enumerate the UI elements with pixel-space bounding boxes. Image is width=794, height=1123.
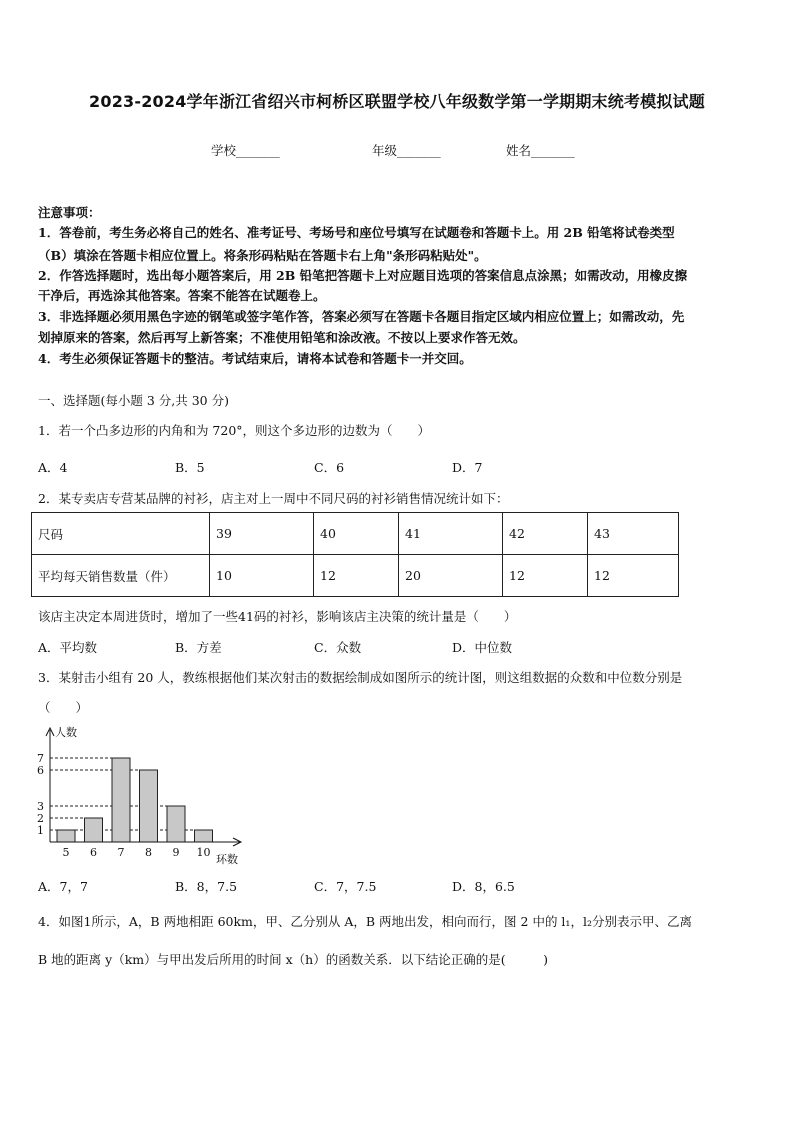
- y-tick-label: 3: [37, 800, 44, 813]
- q3-option-a: A．7，7: [38, 879, 88, 894]
- x-tick-label: 10: [196, 846, 211, 859]
- note-line: 1．答卷前，考生务必将自己的姓名、准考证号、考场号和座位号填写在试题卷和答题卡上。用 2B 铅笔将试卷类型: [38, 225, 675, 240]
- table-cell: 12: [314, 555, 399, 597]
- q1-stem: 1．若一个凸多边形的内角和为 720°，则这个多边形的边数为（ ）: [38, 423, 431, 438]
- y-tick-label: 6: [37, 764, 44, 777]
- table-cell: 43: [588, 513, 679, 555]
- y-tick-label: 2: [37, 812, 44, 825]
- q2-stem: 2．某专卖店专营某品牌的衬衫，店主对上一周中不同尺码的衬衫销售情况统计如下：: [38, 491, 509, 506]
- x-axis-label: 环数: [216, 853, 238, 866]
- table-cell: 12: [588, 555, 679, 597]
- table-cell: 42: [503, 513, 588, 555]
- table-cell: 40: [314, 513, 399, 555]
- table-cell: 尺码: [32, 513, 210, 555]
- q2-followup: 该店主决定本周进货时，增加了一些41码的衬衫，影响该店主决策的统计量是（ ）: [38, 609, 517, 624]
- y-axis-label: 人数: [55, 726, 77, 739]
- table-row: [32, 513, 679, 555]
- bar-9: [167, 806, 185, 842]
- note-line: 4．考生必须保证答题卡的整洁。考试结束后，请将本试卷和答题卡一并交回。: [38, 351, 472, 366]
- q1-option-b: B．5: [175, 460, 205, 475]
- table-cell: 41: [399, 513, 503, 555]
- school-field: 学校_______: [211, 143, 280, 158]
- section-heading: 一、选择题(每小题 3 分,共 30 分): [38, 393, 229, 408]
- q4-stem-cont: B 地的距离 y（km）与甲出发后所用的时间 x（h）的函数关系．以下结论正确的是( ): [38, 952, 548, 967]
- grade-field: 年级_______: [372, 143, 441, 158]
- q3-stem: 3．某射击小组有 20 人，教练根据他们某次射击的数据绘制成如图所示的统计图，则这组数据的众数和中位数分别是: [38, 670, 683, 685]
- note-line: （B）填涂在答题卡相应位置上。将条形码粘贴在答题卡右上角"条形码粘贴处"。: [38, 248, 487, 263]
- y-tick-label: 1: [37, 824, 44, 837]
- q3-bar-chart: [30, 722, 250, 870]
- q1-option-c: C．6: [314, 460, 345, 475]
- note-line: 2．作答选择题时，选出每小题答案后，用 2B 铅笔把答题卡上对应题目选项的答案信息点涂黑；如需改动，用橡皮擦: [38, 268, 688, 283]
- bar-5: [57, 830, 75, 842]
- table-cell: 39: [210, 513, 314, 555]
- q2-option-c: C．众数: [314, 640, 362, 655]
- table-cell: 平均每天销售数量（件）: [32, 555, 210, 597]
- q1-option-a: A．4: [38, 460, 68, 475]
- table-cell: 10: [210, 555, 314, 597]
- bar-10: [195, 830, 213, 842]
- note-line: 划掉原来的答案，然后再写上新答案；不准使用铅笔和涂改液。不按以上要求作答无效。: [38, 330, 526, 345]
- q3-option-c: C．7，7.5: [314, 879, 377, 894]
- name-field: 姓名_______: [506, 143, 575, 158]
- q2-option-d: D．中位数: [452, 640, 513, 655]
- table-row: [32, 555, 679, 597]
- q2-option-a: A．平均数: [38, 640, 98, 655]
- x-tick-label: 8: [145, 846, 152, 859]
- note-line: 3．非选择题必须用黑色字迹的钢笔或签字笔作答，答案必须写在答题卡各题目指定区域内相应位置上；如需改动，先: [38, 309, 685, 324]
- q3-stem-cont: （ ）: [38, 700, 89, 715]
- q4-stem: 4．如图1所示，A，B 两地相距 60km，甲、乙分别从 A，B 两地出发，相向而行，图 2 中的 l₁，l₂分别表示甲、乙离: [38, 914, 692, 929]
- note-line: 干净后，再选涂其他答案。答案不能答在试题卷上。: [38, 288, 326, 303]
- x-tick-label: 5: [62, 846, 70, 859]
- q2-size-table: [31, 512, 679, 597]
- q3-option-d: D．8，6.5: [452, 879, 515, 894]
- x-tick-label: 6: [90, 846, 97, 859]
- x-tick-label: 7: [117, 846, 125, 859]
- table-cell: 20: [399, 555, 503, 597]
- bar-6: [85, 818, 103, 842]
- q2-option-b: B．方差: [175, 640, 222, 655]
- y-tick-label: 7: [37, 752, 44, 765]
- notes-heading: 注意事项：: [38, 205, 101, 220]
- exam-title: 2023-2024学年浙江省绍兴市柯桥区联盟学校八年级数学第一学期期末统考模拟试题: [89, 92, 705, 111]
- q3-option-b: B．8，7.5: [175, 879, 238, 894]
- bar-7: [112, 758, 130, 842]
- table-cell: 12: [503, 555, 588, 597]
- x-tick-label: 9: [172, 846, 180, 859]
- bar-8: [140, 770, 158, 842]
- q1-option-d: D．7: [452, 460, 483, 475]
